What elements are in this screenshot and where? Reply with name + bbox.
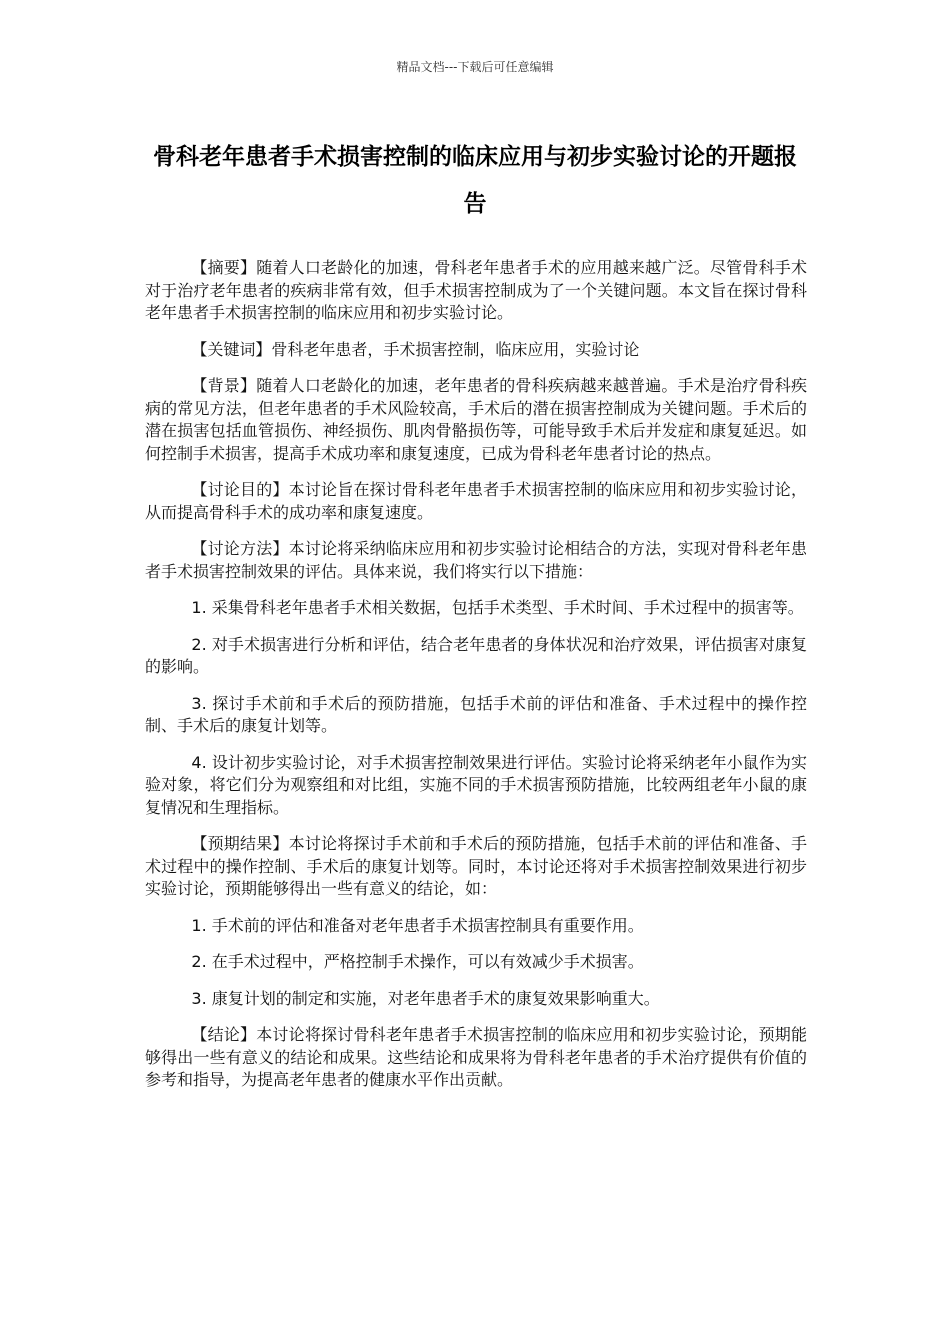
document-title: 骨科老年患者手术损害控制的临床应用与初步实验讨论的开题报告 (153, 144, 797, 217)
method-step-1: 1. 采集骨科老年患者手术相关数据，包括手术类型、手术时间、手术过程中的损害等。 (191, 598, 804, 617)
expected-result-1: 1. 手术前的评估和准备对老年患者手术损害控制具有重要作用。 (191, 915, 644, 935)
conclusion-paragraph: 【结论】本讨论将探讨骨科老年患者手术损害控制的临床应用和初步实验讨论，预期能够得出一些有意义的结论和成果。这些结论和成果将为骨科老年患者的手术治疗提供有价值的参考和指导，为提高老年患者的健康水平作出贡献。 (145, 1025, 807, 1089)
method-step-2: 2. 对手术损害进行分析和评估，结合老年患者的身体状况和治疗效果，评估损害对康复的影响。 (145, 634, 807, 676)
document-body (145, 257, 807, 1106)
background-paragraph: 【背景】随着人口老龄化的加速，老年患者的骨科疾病越来越普遍。手术是治疗骨科疾病的常见方法，但老年患者的手术风险较高，手术后的潜在损害控制成为关键问题。手术后的潜在损害包括血管损伤、神经损伤、肌肉骨骼损伤等，可能导致手术后并发症和康复延迟。如何控制手术损害，提高手术成功率和康复速度，已成为骨科老年患者讨论的热点。 (145, 376, 807, 463)
expected-result-3: 3. 康复计划的制定和实施，对老年患者手术的康复效果影响重大。 (191, 988, 660, 1008)
header-note: 精品文档---下载后可任意编辑 (396, 60, 554, 74)
method-step-3: 3. 探讨手术前和手术后的预防措施，包括手术前的评估和准备、手术过程中的操作控制、手术后的康复计划等。 (145, 693, 807, 735)
expected-result-2: 2. 在手术过程中，严格控制手术操作，可以有效减少手术损害。 (191, 952, 644, 971)
purpose-paragraph: 【讨论目的】本讨论旨在探讨骨科老年患者手术损害控制的临床应用和初步实验讨论，从而提高骨科手术的成功率和康复速度。 (145, 480, 807, 522)
expected-results-paragraph: 【预期结果】本讨论将探讨手术前和手术后的预防措施，包括手术前的评估和准备、手术过程中的操作控制、手术后的康复计划等。同时，本讨论还将对手术损害控制效果进行初步实验讨论，预期能够得出一些有意义的结论，如： (145, 834, 807, 898)
method-step-4: 4. 设计初步实验讨论，对手术损害控制效果进行评估。实验讨论将采纳老年小鼠作为实验对象，将它们分为观察组和对比组，实施不同的手术损害预防措施，比较两组老年小鼠的康复情况和生理指标。 (145, 752, 807, 817)
abstract-paragraph: 【摘要】随着人口老龄化的加速，骨科老年患者手术的应用越来越广泛。尽管骨科手术对于治疗老年患者的疾病非常有效，但手术损害控制成为了一个关键问题。本文旨在探讨骨科老年患者手术损害控制的临床应用和初步实验讨论。 (145, 258, 807, 322)
keywords-paragraph: 【关键词】骨科老年患者，手术损害控制，临床应用，实验讨论 (191, 339, 640, 359)
method-paragraph: 【讨论方法】本讨论将采纳临床应用和初步实验讨论相结合的方法，实现对骨科老年患者手术损害控制效果的评估。具体来说，我们将实行以下措施： (145, 539, 807, 581)
